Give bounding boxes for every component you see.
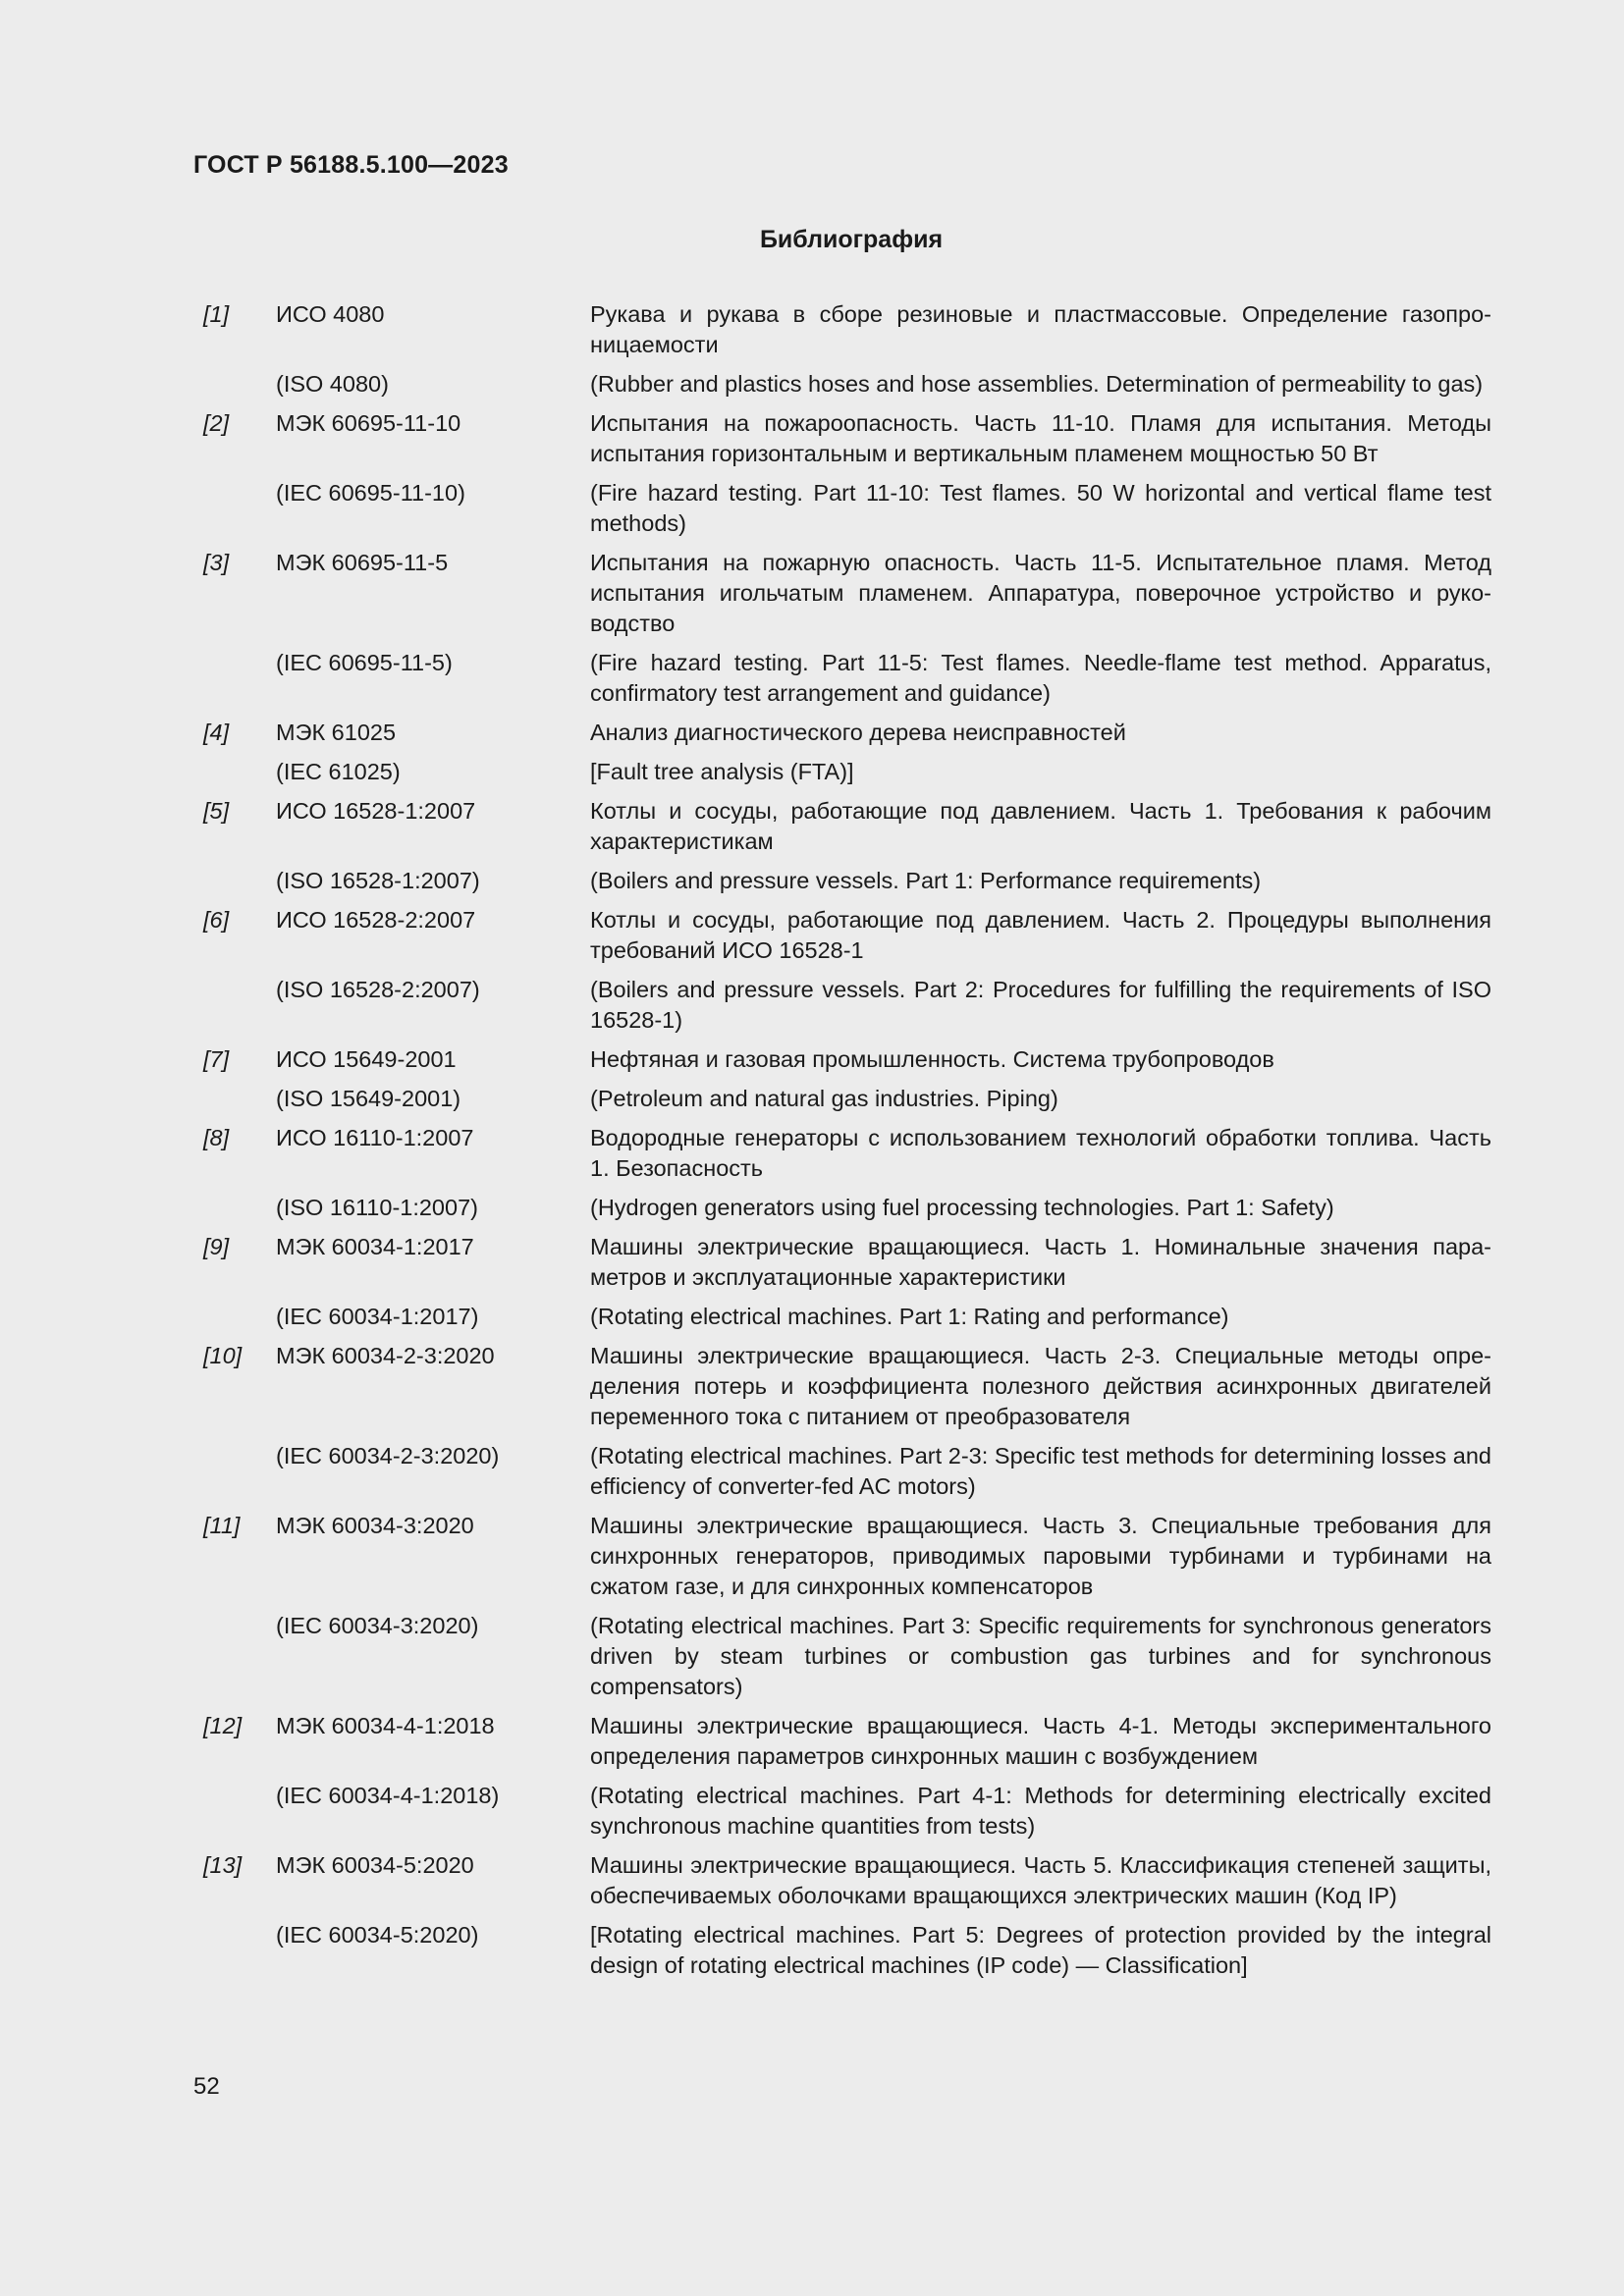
entry-number (193, 369, 276, 400)
standard-title: [Fault tree analysis (FTA)] (590, 759, 854, 784)
entry-row-en (193, 1302, 1497, 1332)
standard-code: (ISO 15649-2001) (276, 1086, 461, 1111)
entry-row-ru (193, 796, 1497, 857)
entry-row-en (193, 757, 1497, 787)
bibliography-entry (193, 1711, 1497, 1842)
standard-code: (IEC 60034-1:2017) (276, 1304, 479, 1329)
standard-code: МЭК 60034-3:2020 (276, 1513, 474, 1538)
entry-row-ru (193, 299, 1497, 360)
entry-row-en (193, 975, 1497, 1036)
bibliography-entry (193, 1232, 1497, 1332)
entry-number: [1] (203, 301, 230, 327)
entry-row-ru (193, 1511, 1497, 1602)
standard-title: (Petroleum and natural gas industries. Piping) (590, 1086, 1058, 1111)
standard-code: МЭК 60034-4-1:2018 (276, 1713, 495, 1738)
standard-code: (IEC 60034-3:2020) (276, 1613, 479, 1638)
entry-row-en (193, 478, 1497, 539)
entry-number (193, 975, 276, 1036)
standard-code: МЭК 60034-1:2017 (276, 1234, 474, 1259)
standard-code: МЭК 60695-11-5 (276, 550, 449, 575)
entry-number (193, 1781, 276, 1842)
page-number: 52 (193, 2073, 220, 2100)
entry-row-en (193, 866, 1497, 896)
entry-number: [12] (203, 1713, 243, 1738)
standard-code: МЭК 60034-5:2020 (276, 1852, 474, 1878)
standard-title: [Rotating electrical machines. Part 5: Degrees of protection provided by the integral design of rotating electrical machines (IP code) — Classification] (590, 1922, 1491, 1978)
entry-row-en (193, 648, 1497, 709)
standard-code: (ISO 16110-1:2007) (276, 1195, 478, 1220)
entry-row-ru (193, 1044, 1497, 1075)
entry-number: [2] (203, 410, 230, 436)
standard-title: (Rotating electrical machines. Part 3: Specific requirements for synchronous generators driven by steam turbines or combustion gas turbines and for synchronous compensators) (590, 1613, 1491, 1699)
standard-title: Нефтяная и газовая промышленность. Система трубопроводов (590, 1046, 1274, 1072)
bibliography-entry (193, 718, 1497, 787)
standard-code: ИСО 16110-1:2007 (276, 1125, 474, 1150)
entry-row-ru (193, 1341, 1497, 1432)
entry-number (193, 1302, 276, 1332)
entry-number: [8] (203, 1125, 230, 1150)
standard-title: (Fire hazard testing. Part 11-5: Test flames. Needle-flame test method. Apparatus, confirmatory test arrangement and guidance) (590, 650, 1491, 706)
standard-title: Испытания на пожароопасность. Часть 11-10. Пламя для испытания. Методы испытания горизонтальным и вертикальным пламенем мощностью 50 Вт (590, 410, 1491, 466)
standard-title: Машины электрические вращающиеся. Часть 4-1. Методы экспериментального определения параметров синхронных машин с возбуждением (590, 1713, 1491, 1769)
standard-title: Рукава и рукава в сборе резиновые и пластмассовые. Определение газопроницаемости (590, 301, 1491, 357)
bibliography-entry (193, 548, 1497, 709)
entry-row-en (193, 1193, 1497, 1223)
standard-title: (Rubber and plastics hoses and hose assemblies. Determination of permeability to gas) (590, 371, 1484, 397)
standard-code: МЭК 60695-11-10 (276, 410, 461, 436)
entry-row-ru (193, 1850, 1497, 1911)
entry-number (193, 1193, 276, 1223)
entry-number (193, 648, 276, 709)
bibliography-entry (193, 905, 1497, 1036)
standard-title: Котлы и сосуды, работающие под давлением. Часть 1. Требования к рабочим характеристикам (590, 798, 1491, 854)
standard-code: ИСО 16528-1:2007 (276, 798, 476, 824)
entry-row-ru (193, 905, 1497, 966)
standard-code: (IEC 60695-11-5) (276, 650, 453, 675)
entry-number: [11] (203, 1513, 241, 1538)
standard-code: МЭК 60034-2-3:2020 (276, 1343, 495, 1368)
standard-title: (Fire hazard testing. Part 11-10: Test flames. 50 W horizontal and vertical flame test methods) (590, 480, 1491, 536)
standard-code: МЭК 61025 (276, 720, 397, 745)
standard-title: (Hydrogen generators using fuel processing technologies. Part 1: Safety) (590, 1195, 1334, 1220)
standard-code: ИСО 16528-2:2007 (276, 907, 476, 933)
entry-row-ru (193, 718, 1497, 748)
entry-number: [6] (203, 907, 230, 933)
standard-code: (ISO 16528-1:2007) (276, 868, 480, 893)
bibliography-entry (193, 796, 1497, 896)
standard-title: (Boilers and pressure vessels. Part 2: Procedures for fulfilling the requirements of ISO 16528-1) (590, 977, 1491, 1033)
standard-title: Машины электрические вращающиеся. Часть 1. Номинальные значения параметров и эксплуатационные характеристики (590, 1234, 1491, 1290)
entry-row-en (193, 1781, 1497, 1842)
entry-number (193, 866, 276, 896)
document-number: ГОСТ Р 56188.5.100—2023 (193, 151, 509, 179)
entry-row-en (193, 1611, 1497, 1702)
bibliography-list (193, 299, 1497, 1990)
entry-row-ru (193, 1232, 1497, 1293)
bibliography-entry (193, 408, 1497, 539)
entry-row-ru (193, 1123, 1497, 1184)
standard-title: (Rotating electrical machines. Part 1: Rating and performance) (590, 1304, 1229, 1329)
standard-title: Водородные генераторы с использованием технологий обработки топлива. Часть 1. Безопасность (590, 1125, 1491, 1181)
entry-number (193, 1611, 276, 1702)
entry-row-ru (193, 1711, 1497, 1772)
standard-code: (IEC 60034-5:2020) (276, 1922, 479, 1948)
standard-code: ИСО 15649-2001 (276, 1046, 457, 1072)
bibliography-entry (193, 1123, 1497, 1223)
entry-number (193, 1084, 276, 1114)
bibliography-entry (193, 1341, 1497, 1502)
entry-row-en (193, 1084, 1497, 1114)
entry-number: [7] (203, 1046, 230, 1072)
entry-number (193, 757, 276, 787)
standard-title: Котлы и сосуды, работающие под давлением. Часть 2. Процедуры выполнения требований ИСО 16528-1 (590, 907, 1491, 963)
standard-title: Машины электрические вращающиеся. Часть 2-3. Специальные методы определения потерь и коэффициента полезного действия асинхронных двигателей переменного тока с питанием от преобразователя (590, 1343, 1491, 1429)
entry-number: [3] (203, 550, 230, 575)
standard-code: (ISO 4080) (276, 371, 389, 397)
standard-title: Испытания на пожарную опасность. Часть 11-5. Испытательное пламя. Метод испытания игольчатым пламенем. Аппаратура, поверочное устройство и руководство (590, 550, 1491, 636)
standard-title: (Rotating electrical machines. Part 4-1: Methods for determining electrically excited synchronous machine quantities from tests) (590, 1783, 1491, 1839)
section-title: Библиография (759, 226, 944, 253)
entry-number: [13] (203, 1852, 243, 1878)
entry-number (193, 1441, 276, 1502)
standard-title: Анализ диагностического дерева неисправностей (590, 720, 1126, 745)
bibliography-entry (193, 1044, 1497, 1114)
entry-number: [4] (203, 720, 230, 745)
bibliography-entry (193, 1511, 1497, 1702)
entry-number: [5] (203, 798, 230, 824)
entry-row-en (193, 1441, 1497, 1502)
standard-code: (IEC 60034-4-1:2018) (276, 1783, 500, 1808)
entry-number: [10] (203, 1343, 243, 1368)
standard-code: (IEC 60034-2-3:2020) (276, 1443, 500, 1468)
entry-row-en (193, 369, 1497, 400)
entry-number (193, 478, 276, 539)
bibliography-entry (193, 1850, 1497, 1981)
standard-code: (ISO 16528-2:2007) (276, 977, 480, 1002)
entry-number: [9] (203, 1234, 230, 1259)
standard-title: Машины электрические вращающиеся. Часть 3. Специальные требования для синхронных генераторов, приводимых паровыми турбинами и турбинами на сжатом газе, и для синхронных компенсаторов (590, 1513, 1491, 1599)
standard-code: ИСО 4080 (276, 301, 385, 327)
entry-row-ru (193, 408, 1497, 469)
bibliography-entry (193, 299, 1497, 400)
standard-title: (Boilers and pressure vessels. Part 1: Performance requirements) (590, 868, 1262, 893)
entry-row-en (193, 1920, 1497, 1981)
standard-code: (IEC 61025) (276, 759, 401, 784)
standard-code: (IEC 60695-11-10) (276, 480, 465, 506)
standard-title: Машины электрические вращающиеся. Часть 5. Классификация степеней защиты, обеспечиваемых оболочками вращающихся электрических машин (Код IP) (590, 1852, 1491, 1908)
entry-row-ru (193, 548, 1497, 639)
standard-title: (Rotating electrical machines. Part 2-3: Specific test methods for determining losses and efficiency of converter-fed AC motors) (590, 1443, 1491, 1499)
entry-number (193, 1920, 276, 1981)
